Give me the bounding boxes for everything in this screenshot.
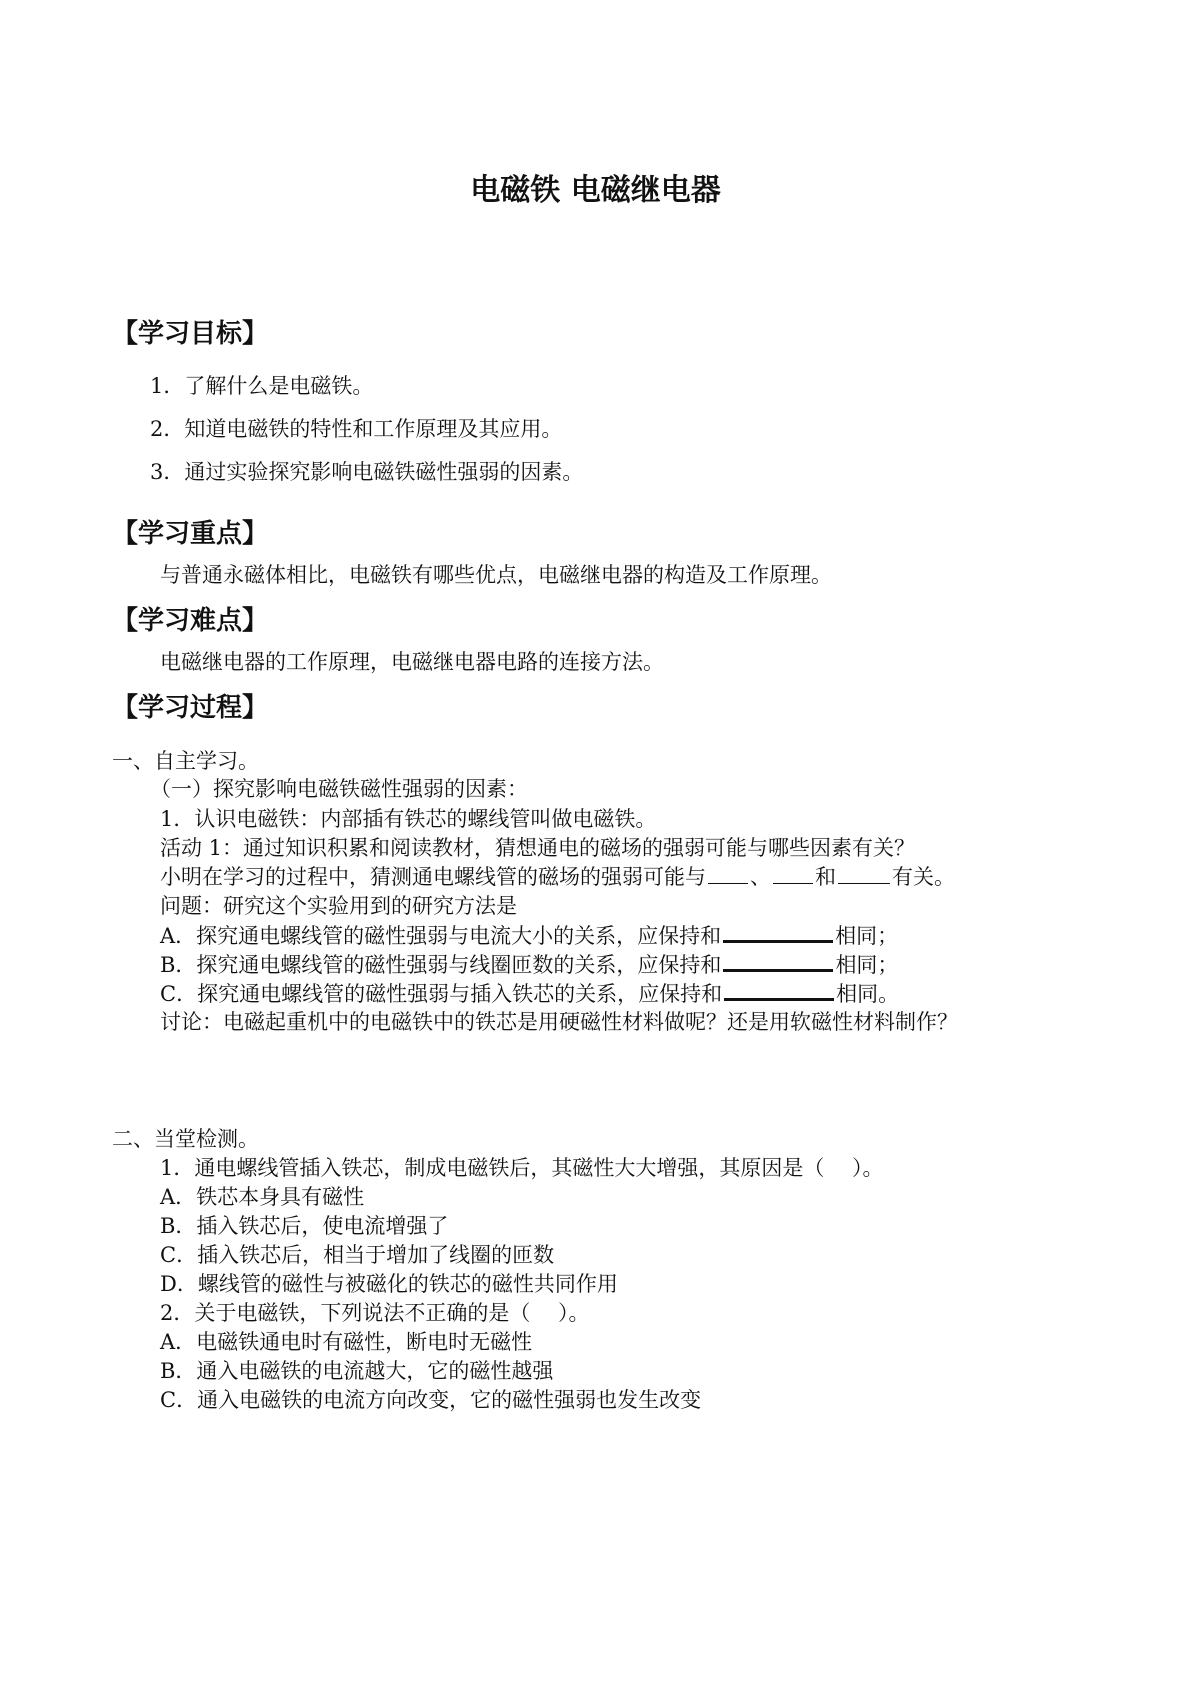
q2-option-c: C．通入电磁铁的电流方向改变，它的磁性强弱也发生改变 (160, 1388, 702, 1412)
q1-option-a: A．铁芯本身具有磁性 (160, 1185, 365, 1209)
q2-option-b: B．通入电磁铁的电流越大，它的磁性越强 (160, 1359, 554, 1383)
line3-text-c: 和 (815, 865, 836, 889)
q1-option-c: C．插入铁芯后，相当于增加了线圈的匝数 (160, 1243, 555, 1267)
option-b-line (160, 948, 898, 979)
part1-line-1: 1．认识电磁铁：内部插有铁芯的螺线管叫做电磁铁。 (160, 807, 657, 831)
option-b-end: 相同； (835, 953, 899, 977)
key-points-heading: 【学习重点】 (112, 519, 269, 549)
part1-title: 一、自主学习。 (112, 749, 259, 773)
blank-b[interactable] (723, 948, 833, 972)
discussion-line: 讨论：电磁起重机中的电磁铁中的铁芯是用硬磁性材料做呢？还是用软磁性材料制作？ (160, 1010, 958, 1034)
blank-1[interactable] (708, 862, 748, 884)
blank-c[interactable] (724, 977, 834, 1001)
option-a-line (160, 919, 898, 950)
line3-text-d: 有关。 (892, 865, 955, 889)
option-a-text: A．探究通电螺线管的磁性强弱与电流大小的关系，应保持和 (160, 924, 722, 948)
option-c-text: C．探究通电螺线管的磁性强弱与插入铁芯的关系，应保持和 (160, 982, 723, 1006)
q1-option-b: B．插入铁芯后，使电流增强了 (160, 1214, 449, 1238)
part1-line-2: 活动 1：通过知识积累和阅读教材，猜想通电的磁场的强弱可能与哪些因素有关？ (160, 836, 916, 860)
option-a-end: 相同； (835, 924, 899, 948)
line3-text-b: 、 (750, 865, 771, 889)
part2-title: 二、当堂检测。 (112, 1127, 259, 1151)
goals-heading: 【学习目标】 (112, 319, 269, 349)
page-title: 电磁铁 电磁继电器 (470, 173, 721, 208)
difficulties-heading: 【学习难点】 (112, 606, 269, 636)
line3-text-a: 小明在学习的过程中，猜测通电螺线管的磁场的强弱可能与 (160, 865, 706, 889)
blank-3[interactable] (838, 862, 890, 884)
q2-stem: 2．关于电磁铁，下列说法不正确的是（ ）。 (160, 1301, 590, 1325)
goal-item-3: 3．通过实验探究影响电磁铁磁性强弱的因素。 (150, 460, 584, 484)
blank-2[interactable] (773, 862, 813, 884)
process-heading: 【学习过程】 (112, 693, 269, 723)
option-c-line (160, 977, 899, 1008)
part1-line-4: 问题：研究这个实验用到的研究方法是 (160, 894, 517, 918)
option-c-end: 相同。 (836, 982, 900, 1006)
difficulties-text: 电磁继电器的工作原理，电磁继电器电路的连接方法。 (160, 650, 664, 674)
key-points-text: 与普通永磁体相比，电磁铁有哪些优点，电磁继电器的构造及工作原理。 (160, 563, 832, 587)
q2-option-a: A．电磁铁通电时有磁性，断电时无磁性 (160, 1330, 533, 1354)
part1-subtitle: （一）探究影响电磁铁磁性强弱的因素： (150, 777, 528, 801)
q1-option-d: D．螺线管的磁性与被磁化的铁芯的磁性共同作用 (160, 1272, 618, 1296)
goal-item-2: 2．知道电磁铁的特性和工作原理及其应用。 (150, 417, 563, 441)
goal-item-1: 1．了解什么是电磁铁。 (150, 374, 374, 398)
blank-a[interactable] (723, 919, 833, 943)
option-b-text: B．探究通电螺线管的磁性强弱与线圈匝数的关系，应保持和 (160, 953, 722, 977)
part1-line-3 (160, 861, 955, 891)
q1-stem: 1．通电螺线管插入铁芯，制成电磁铁后，其磁性大大增强，其原因是（ ）。 (160, 1156, 884, 1180)
